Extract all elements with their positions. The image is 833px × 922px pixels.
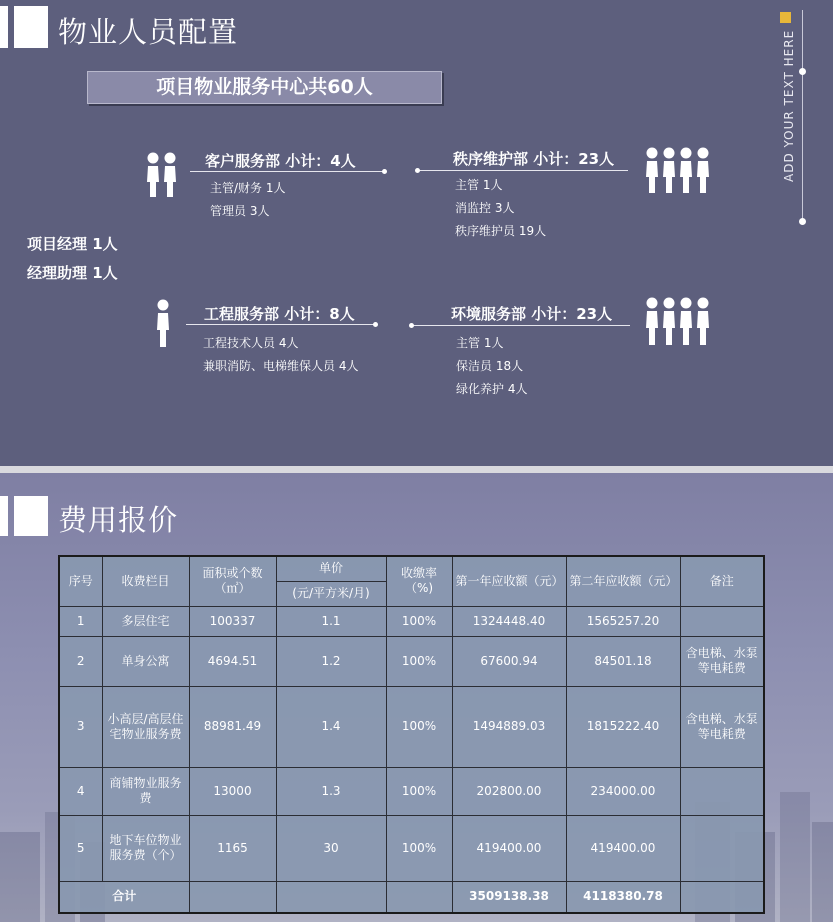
person-icon [679, 147, 693, 193]
header-item: 收费栏目 [102, 556, 189, 606]
header-price: 单价 [276, 556, 386, 581]
person-icon [662, 297, 676, 345]
dept-items-security: 主管 1人 消监控 3人 秩序维护员 19人 [455, 178, 547, 238]
project-manager: 项目经理 1人 [27, 235, 118, 253]
fee-title: 费用报价 [58, 503, 179, 537]
dept-title-engineering: 工程服务部 小计：8人 [204, 305, 355, 323]
people-icon-group-environment [645, 297, 710, 345]
table-row: 1 多层住宅 100337 1.1 100% 1324448.40 1565257.20 [59, 606, 764, 636]
side-text: ADD YOUR TEXT HERE [782, 29, 796, 182]
person-icon [662, 147, 676, 193]
person-icon [696, 147, 710, 193]
slide-divider [0, 466, 833, 473]
people-icon-group-engineering [156, 299, 170, 347]
dept-underline [186, 324, 376, 325]
accent-square [780, 12, 791, 23]
header-rate: 收缴率（%) [386, 556, 452, 606]
person-icon [156, 299, 170, 347]
dept-title-customer: 客户服务部 小计：4人 [205, 152, 356, 170]
table-row: 5 地下车位物业服务费（个） 1165 30 100% 419400.00 419400.00 [59, 815, 764, 881]
dept-title-security: 秩序维护部 小计：23人 [453, 150, 615, 168]
staffing-title: 物业人员配置 [58, 15, 239, 49]
table-row: 4 商铺物业服务费 13000 1.3 100% 202800.00 234000.00 [59, 767, 764, 815]
person-icon [696, 297, 710, 345]
header-area: 面积或个数（㎡） [189, 556, 276, 606]
people-icon-group-customer [146, 152, 177, 197]
person-icon [146, 152, 160, 197]
people-icon-group-security [645, 147, 710, 193]
header-note: 备注 [680, 556, 764, 606]
manager-assistant: 经理助理 1人 [27, 264, 118, 282]
total-label: 合计 [59, 881, 189, 913]
person-icon [645, 297, 659, 345]
dept-underline [190, 171, 385, 172]
dept-underline [418, 170, 628, 171]
dept-items-engineering: 工程技术人员 4人 兼职消防、电梯维保人员 4人 [203, 336, 359, 373]
title-marker [0, 6, 48, 48]
table-row: 3 小高层/高层住宅物业服务费 88981.49 1.4 100% 1494889.03 1815222.40 含电梯、水泵等电耗费 [59, 686, 764, 767]
fee-table [58, 555, 765, 914]
side-decoration [778, 10, 808, 450]
dept-items-customer: 主管/财务 1人 管理员 3人 [210, 181, 286, 218]
header-index: 序号 [59, 556, 102, 606]
table-row: 2 单身公寓 4694.51 1.2 100% 67600.94 84501.18 含电梯、水泵等电耗费 [59, 636, 764, 686]
header-price-unit: (元/平方米/月) [276, 581, 386, 606]
fee-slide [0, 473, 833, 922]
person-icon [679, 297, 693, 345]
person-icon [645, 147, 659, 193]
dept-items-environment: 主管 1人 保洁员 18人 绿化养护 4人 [456, 336, 528, 396]
person-icon [163, 152, 177, 197]
dept-title-environment: 环境服务部 小计：23人 [451, 305, 613, 323]
total-year1: 3509138.38 [452, 881, 566, 913]
title-marker [0, 496, 48, 536]
total-staff-banner: 项目物业服务中心共60人 [87, 71, 442, 104]
table-header-row [59, 556, 764, 581]
header-year2: 第二年应收额（元） [566, 556, 680, 606]
total-year2: 4118380.78 [566, 881, 680, 913]
header-year1: 第一年应收额（元） [452, 556, 566, 606]
table-total-row [59, 881, 764, 913]
dept-underline [412, 325, 630, 326]
